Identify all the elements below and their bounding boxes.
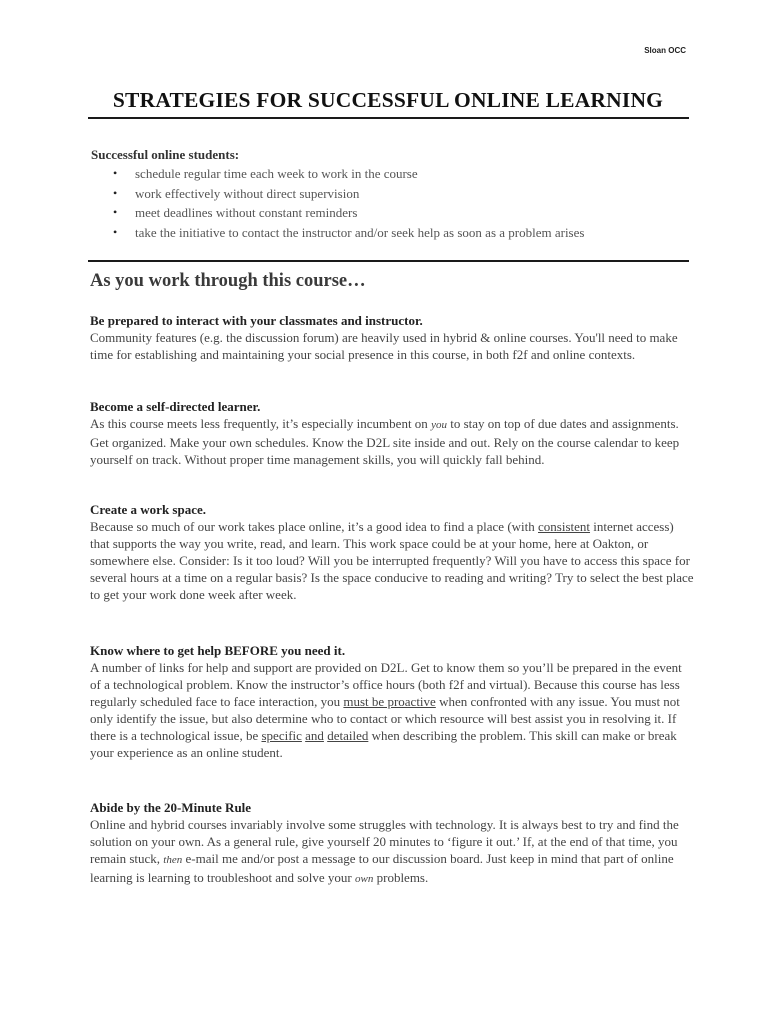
tip-body: Community features (e.g. the discussion forum) are heavily used in hybrid & online courses. You'll need to make time for establishing and maintaining your social presence in this course, in both f2f and online contexts. bbox=[90, 330, 678, 362]
tip-get-help bbox=[90, 642, 694, 761]
list-item: • work effectively without direct supervision bbox=[91, 184, 691, 204]
list-item: • take the initiative to contact the instructor and/or seek help as soon as a problem arises bbox=[91, 223, 691, 243]
list-item: • schedule regular time each week to work in the course bbox=[91, 164, 691, 184]
section-divider bbox=[88, 260, 689, 262]
emphasis-text: you bbox=[431, 419, 447, 431]
tip-heading: Abide by the 20-Minute Rule bbox=[90, 800, 252, 815]
tip-work-space bbox=[90, 501, 694, 603]
tip-body bbox=[90, 518, 694, 603]
underlined-text: must be proactive bbox=[343, 694, 436, 709]
intro-label: Successful online students: bbox=[91, 147, 240, 162]
text-run: Online and hybrid courses invariably involve some struggles with technology. It is always best to try and find the solution on your own. As a general rule, give yourself 20 minutes to ‘figure it out.’ If, at the end of that time, you remain stuck, bbox=[90, 817, 679, 866]
page-title: STRATEGIES FOR SUCCESSFUL ONLINE LEARNING bbox=[112, 88, 664, 112]
tip-self-directed bbox=[90, 398, 694, 468]
tip-heading: Become a self-directed learner. bbox=[90, 399, 261, 414]
text-run: when describing the problem. This skill can make or break your experience as an online student. bbox=[90, 728, 677, 760]
tip-body bbox=[90, 415, 694, 468]
text-run: e-mail me and/or post a message to our discussion board. Just keep in mind that part of online learning is learning to troubleshoot and solve your bbox=[90, 851, 674, 885]
text-run: A number of links for help and support are provided on D2L. Get to know them so you’ll be prepared in the event of a technological problem. Know the instructor’s office hours (both f2f and virtual). Because this course has less regularly scheduled face to face interaction, you bbox=[90, 660, 682, 709]
intro-list bbox=[91, 164, 691, 243]
tip-20-minute-rule bbox=[90, 799, 694, 888]
tip-heading: Create a work space. bbox=[90, 502, 207, 517]
text-run: internet access) that supports the way you write, read, and learn. This work space could be at your home, here at Oakton, or somewhere else. Consider: Is it too loud? Will you be interrupted frequently? Will you have to access this space for several hours at a time on a regular basis? Is the space conducive to reading and writing? Try to select the best place to get your work done week after week. bbox=[90, 519, 694, 602]
tip-body bbox=[90, 816, 694, 888]
emphasis-text: own bbox=[355, 873, 374, 885]
section-heading: As you work through this course… bbox=[90, 271, 366, 291]
tip-body bbox=[90, 659, 694, 761]
text-run: Because so much of our work takes place online, it’s a good idea to find a place (with bbox=[90, 519, 539, 534]
text-run: As this course meets less frequently, it’s especially incumbent on bbox=[90, 416, 432, 431]
underlined-text: specific bbox=[261, 728, 302, 743]
title-divider bbox=[88, 117, 689, 119]
tip-heading: Know where to get help BEFORE you need it. bbox=[90, 643, 346, 658]
tip-interact bbox=[90, 312, 694, 363]
intro-section bbox=[91, 145, 691, 243]
emphasis-text: then bbox=[163, 854, 183, 866]
underlined-text: consistent bbox=[538, 519, 591, 534]
text-run: problems. bbox=[373, 870, 429, 885]
underlined-text: and bbox=[305, 728, 324, 743]
list-item: • meet deadlines without constant reminders bbox=[91, 203, 691, 223]
tip-heading: Be prepared to interact with your classmates and instructor. bbox=[90, 313, 423, 328]
text-run: when confronted with any issue. You must not only identify the issue, but also determine who to contact or which resource will best assist you in resolving it. If there is a technological issue, be bbox=[90, 694, 680, 743]
underlined-text: detailed bbox=[327, 728, 369, 743]
header-author: Sloan OCC bbox=[644, 46, 686, 55]
text-run: to stay on top of due dates and assignments. Get organized. Make your own schedules. Know the D2L site inside and out. Rely on the course calendar to keep yourself on track. Without proper time management skills, you will quickly fall behind. bbox=[90, 416, 680, 467]
